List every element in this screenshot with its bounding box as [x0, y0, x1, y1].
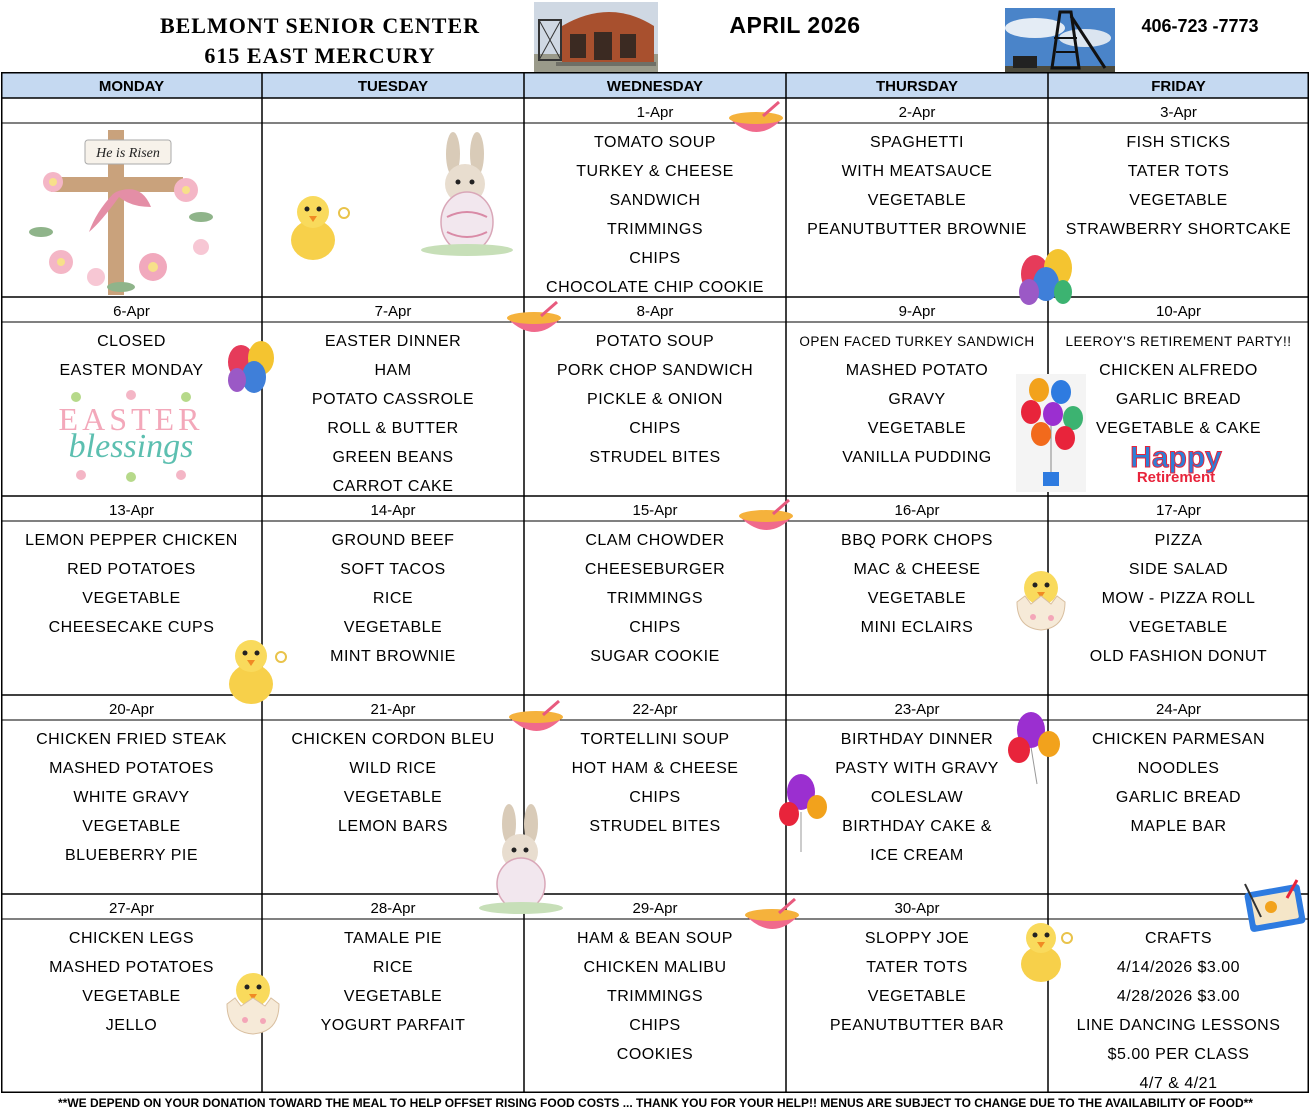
date-label: 2-Apr [898, 104, 936, 121]
menu-item: $5.00 PER CLASS [1107, 1046, 1250, 1063]
date-label: 9-Apr [898, 303, 936, 320]
menu-item: CHEESEBURGER [584, 561, 726, 578]
menu-item: CHICKEN MALIBU [583, 959, 727, 976]
date-label: 29-Apr [632, 900, 678, 917]
date-label: 1-Apr [636, 104, 674, 121]
menu-item: VEGETABLE [1129, 192, 1228, 209]
menu-item: CHICKEN CORDON BLEU [291, 731, 495, 748]
menu-item: STRUDEL BITES [589, 818, 721, 835]
menu-item: EASTER MONDAY [59, 362, 204, 379]
bunny-icon [421, 132, 513, 256]
menu-item: MAC & CHEESE [853, 561, 981, 578]
date-label: 7-Apr [374, 303, 412, 320]
easter-blessings-sign [59, 390, 204, 482]
menu-item: VEGETABLE [867, 590, 967, 607]
menu-item: RED POTATOES [67, 561, 196, 578]
date-label: 22-Apr [632, 701, 678, 718]
menu-item: WHITE GRAVY [73, 789, 190, 806]
date-label: 13-Apr [108, 502, 155, 519]
date-label: 10-Apr [1155, 303, 1202, 320]
menu-item: HOT HAM & CHEESE [571, 760, 739, 777]
menu-item: CHIPS [629, 619, 681, 636]
menu-calendar [1, 72, 1309, 1093]
menu-item: FISH STICKS [1126, 134, 1231, 151]
soup-bowl-icon [729, 102, 783, 132]
menu-item: NOODLES [1137, 760, 1220, 777]
menu-item: STRAWBERRY SHORTCAKE [1065, 221, 1292, 238]
menu-item: TORTELLINI SOUP [580, 731, 730, 748]
day-header-friday: FRIDAY [1151, 78, 1206, 95]
date-label: 6-Apr [113, 303, 150, 320]
menu-item: VEGETABLE [867, 420, 967, 437]
retirement-word: Retirement [1136, 469, 1216, 486]
easter-eggs-icon [228, 341, 274, 393]
menu-item: ROLL & BUTTER [327, 420, 459, 437]
menu-item: COLESLAW [870, 789, 964, 806]
day-header-tuesday: TUESDAY [357, 78, 429, 95]
menu-item: VEGETABLE [867, 988, 967, 1005]
menu-item: JELLO [105, 1017, 158, 1034]
menu-item: MASHED POTATOES [49, 959, 214, 976]
menu-item: GRAVY [888, 391, 946, 408]
footer-note: **WE DEPEND ON YOUR DONATION TOWARD THE MEAL TO HELP OFFSET RISING FOOD COSTS ... THANK YOU FOR YOUR HELP!! MENUS ARE SUBJECT TO CHANGE DUE TO THE AVAILABILITY OF FOOD** [58, 1096, 1253, 1110]
menu-item: TURKEY & CHEESE [576, 163, 734, 180]
menu-item: TATER TOTS [866, 959, 968, 976]
phone-number: 406-723 -7773 [1141, 16, 1259, 36]
menu-item: RICE [372, 590, 414, 607]
menu-item: VEGETABLE [1129, 619, 1228, 636]
date-label: 15-Apr [632, 502, 678, 519]
date-label: 3-Apr [1160, 104, 1197, 121]
menu-item: PASTY WITH GRAVY [835, 760, 999, 777]
menu-item: ICE CREAM [870, 847, 964, 864]
menu-item: WILD RICE [349, 760, 437, 777]
bunny-icon [479, 804, 563, 914]
menu-item: HAM [374, 362, 412, 379]
menu-item: CHICKEN FRIED STEAK [36, 731, 227, 748]
menu-item: MOW - PIZZA ROLL [1101, 590, 1256, 607]
menu-item: TRIMMINGS [606, 221, 704, 238]
date-label: 16-Apr [894, 502, 940, 519]
menu-item: CHICKEN LEGS [68, 930, 195, 947]
menu-item: SIDE SALAD [1128, 561, 1229, 578]
menu-item: COOKIES [616, 1046, 694, 1063]
menu-item: TRIMMINGS [606, 590, 704, 607]
menu-item: PICKLE & ONION [587, 391, 723, 408]
menu-item: BIRTHDAY DINNER [840, 731, 994, 748]
soup-bowl-icon [507, 302, 561, 332]
day-header-wednesday: WEDNESDAY [606, 78, 704, 95]
menu-item: CHEESECAKE CUPS [48, 619, 215, 636]
menu-item: VEGETABLE [82, 818, 181, 835]
month-title: APRIL 2026 [729, 12, 861, 38]
menu-item: OPEN FACED TURKEY SANDWICH [799, 334, 1035, 349]
balloons-icon [1016, 374, 1086, 492]
menu-item: CARROT CAKE [332, 478, 454, 495]
menu-item: MINT BROWNIE [330, 648, 456, 665]
menu-item: TATER TOTS [1127, 163, 1230, 180]
date-label: 8-Apr [636, 303, 674, 320]
hatching-chick-icon [1017, 571, 1065, 630]
menu-item: VEGETABLE [343, 789, 443, 806]
menu-item: LEMON PEPPER CHICKEN [25, 532, 238, 549]
cross-icon [29, 130, 213, 295]
date-label: 17-Apr [1155, 502, 1202, 519]
menu-item: CHICKEN PARMESAN [1091, 731, 1266, 748]
happy-retirement-sign [1130, 441, 1222, 486]
menu-item: VANILLA PUDDING [842, 449, 992, 466]
date-label: 14-Apr [370, 502, 416, 519]
hatching-chick-icon [227, 973, 279, 1034]
menu-item: SANDWICH [609, 192, 701, 209]
menu-item: SPAGHETTI [870, 134, 964, 151]
menu-item: BBQ PORK CHOPS [841, 532, 993, 549]
menu-item: VEGETABLE [343, 619, 443, 636]
menu-item: VEGETABLE & CAKE [1095, 420, 1262, 437]
menu-item: 4/7 & 4/21 [1139, 1075, 1218, 1092]
menu-item: RICE [372, 959, 414, 976]
menu-item: CHIPS [629, 1017, 681, 1034]
menu-item: CHICKEN ALFREDO [1099, 362, 1258, 379]
menu-item: PORK CHOP SANDWICH [556, 362, 754, 379]
menu-item: CHIPS [629, 789, 681, 806]
menu-item: EASTER DINNER [324, 333, 462, 350]
menu-item: TOMATO SOUP [594, 134, 716, 151]
menu-item: CHOCOLATE CHIP COOKIE [546, 279, 764, 296]
menu-item: VEGETABLE [867, 192, 967, 209]
menu-item: LEEROY'S RETIREMENT PARTY!! [1065, 334, 1292, 349]
menu-item: CLAM CHOWDER [585, 532, 725, 549]
menu-item: BLUEBERRY PIE [64, 847, 199, 864]
menu-item: TRIMMINGS [606, 988, 704, 1005]
crafts-icon [1244, 880, 1306, 933]
menu-item: OLD FASHION DONUT [1089, 648, 1268, 665]
menu-item: SLOPPY JOE [864, 930, 970, 947]
menu-item: GARLIC BREAD [1115, 789, 1242, 806]
menu-item: YOGURT PARFAIT [320, 1017, 466, 1034]
menu-item: GREEN BEANS [332, 449, 454, 466]
menu-item: SUGAR COOKIE [590, 648, 720, 665]
menu-item: PIZZA [1154, 532, 1203, 549]
menu-item: PEANUTBUTTER BAR [829, 1017, 1005, 1034]
menu-item: GROUND BEEF [331, 532, 455, 549]
menu-item: TAMALE PIE [343, 930, 443, 947]
menu-item: VEGETABLE [343, 988, 443, 1005]
he-is-risen-label: He is Risen [96, 146, 160, 161]
menu-item: MASHED POTATO [845, 362, 989, 379]
easter-eggs-icon [1019, 249, 1072, 305]
center-name: BELMONT SENIOR CENTER [159, 13, 481, 38]
menu-item: BIRTHDAY CAKE & [842, 818, 992, 835]
menu-item: MINI ECLAIRS [860, 619, 974, 636]
center-address: 615 EAST MERCURY [204, 43, 436, 68]
soup-bowl-icon [745, 899, 799, 929]
menu-item: LINE DANCING LESSONS [1076, 1017, 1281, 1034]
soup-bowl-icon [739, 500, 793, 530]
menu-item: CHIPS [629, 250, 681, 267]
date-label: 30-Apr [894, 900, 940, 917]
date-label: 27-Apr [108, 900, 155, 917]
menu-item: VEGETABLE [82, 988, 181, 1005]
chick-icon [291, 196, 349, 260]
blessings-word: blessings [68, 428, 194, 465]
date-label: 28-Apr [370, 900, 416, 917]
easter-word: EASTER [58, 401, 204, 437]
menu-item: PEANUTBUTTER BROWNIE [807, 221, 1027, 238]
menu-item: POTATO SOUP [595, 333, 715, 350]
date-label: 20-Apr [108, 701, 155, 718]
chick-icon [1021, 923, 1072, 982]
menu-item: 4/28/2026 $3.00 [1116, 988, 1241, 1005]
building-photo [534, 2, 658, 74]
menu-item: GARLIC BREAD [1115, 391, 1242, 408]
menu-item: CLOSED [97, 333, 166, 350]
menu-item: HAM & BEAN SOUP [577, 930, 733, 947]
menu-item: CHIPS [629, 420, 681, 437]
menu-item: POTATO CASSROLE [311, 391, 475, 408]
soup-bowl-icon [509, 701, 563, 731]
menu-item: VEGETABLE [82, 590, 181, 607]
menu-item: CRAFTS [1145, 930, 1212, 947]
date-label: 23-Apr [894, 701, 940, 718]
menu-item: SOFT TACOS [340, 561, 446, 578]
happy-word: Happy [1130, 441, 1222, 474]
menu-item: MAPLE BAR [1130, 818, 1227, 835]
menu-item: STRUDEL BITES [589, 449, 721, 466]
menu-item: WITH MEATSAUCE [841, 163, 993, 180]
date-label: 21-Apr [370, 701, 416, 718]
day-header-monday: MONDAY [98, 78, 165, 95]
menu-item: MASHED POTATOES [49, 760, 214, 777]
menu-item: LEMON BARS [338, 818, 448, 835]
menu-item: 4/14/2026 $3.00 [1116, 959, 1241, 976]
date-label: 24-Apr [1155, 701, 1202, 718]
day-header-thursday: THURSDAY [876, 78, 958, 95]
